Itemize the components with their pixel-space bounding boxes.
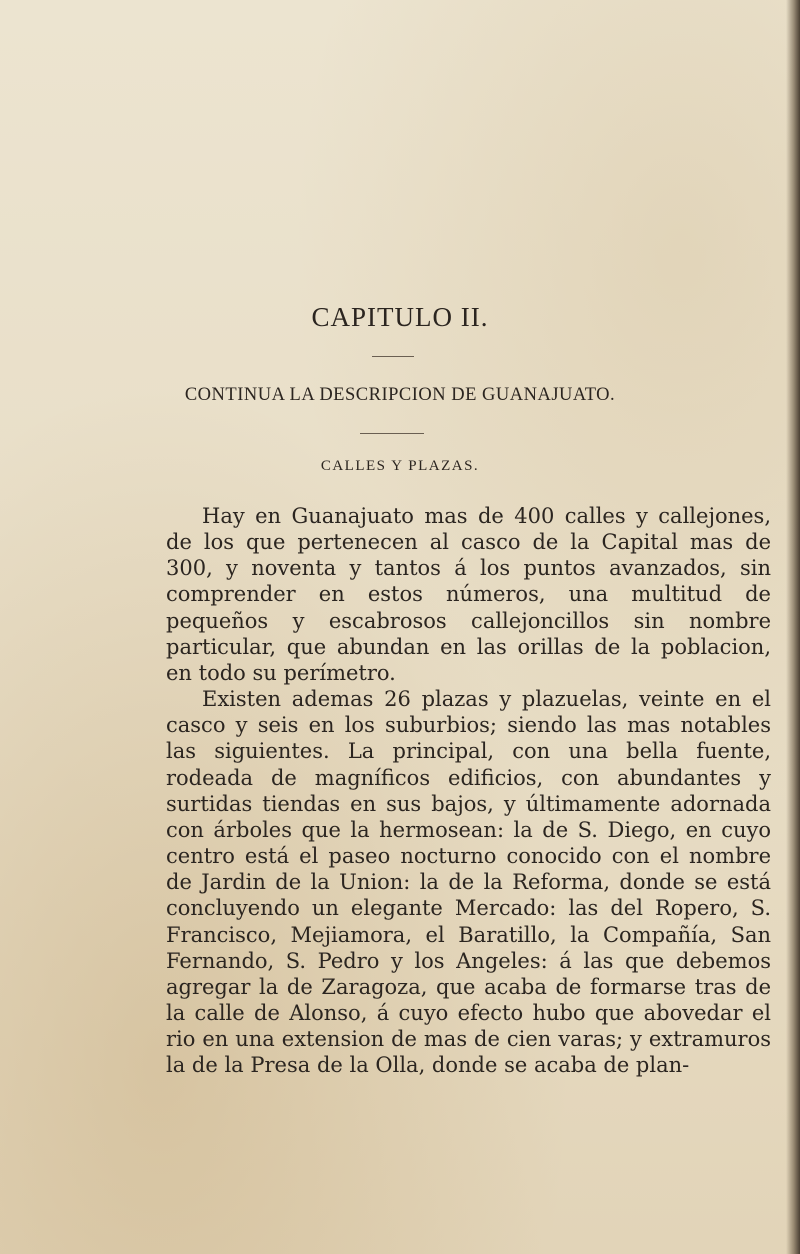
chapter-subtitle: CONTINUA LA DESCRIPCION DE GUANAJUATO. — [184, 385, 616, 405]
section-heading: CALLES Y PLAZAS. — [320, 458, 480, 474]
body-text — [166, 503, 771, 1078]
paragraph: Existen ademas 26 plazas y plazuelas, veinte en el casco y seis en los suburbios; siendo las mas notables las siguientes. La principal, con una bella fuente, rodeada de magníficos edificios, con abundantes y surtidas tiendas en sus bajos, y últimamente adornada con árboles que la hermosean: la de S. Diego, en cuyo centro está el paseo nocturno conocido con el nombre de Jardin de la Union: la de la Reforma, donde se está concluyendo un elegante Mercado: las del Ropero, S. Francisco, Mejiamora, el Baratillo, la Compañía, San Fernando, S. Pedro y los Angeles: á las que debemos agregar la de Zaragoza, que acaba de formarse tras de la calle de Alonso, á cuyo efecto hubo que abovedar el rio en una extension de mas de cien varas; y extramuros la de la Presa de la Olla, donde se acaba de plan- — [166, 687, 771, 1078]
paragraph: Hay en Guanajuato mas de 400 calles y callejones, de los que pertenecen al casco de la Capital mas de 300, y noventa y tantos á los puntos avanzados, sin comprender en estos números, una multitud de pequeños y escabrosos callejoncillos sin nombre particular, que abundan en las orillas de la poblacion, en todo su perímetro. — [166, 504, 771, 685]
chapter-title: CAPITULO II. — [311, 302, 489, 332]
divider-rule — [372, 356, 414, 357]
page-edge-shadow — [786, 0, 800, 1254]
divider-rule — [360, 433, 424, 434]
